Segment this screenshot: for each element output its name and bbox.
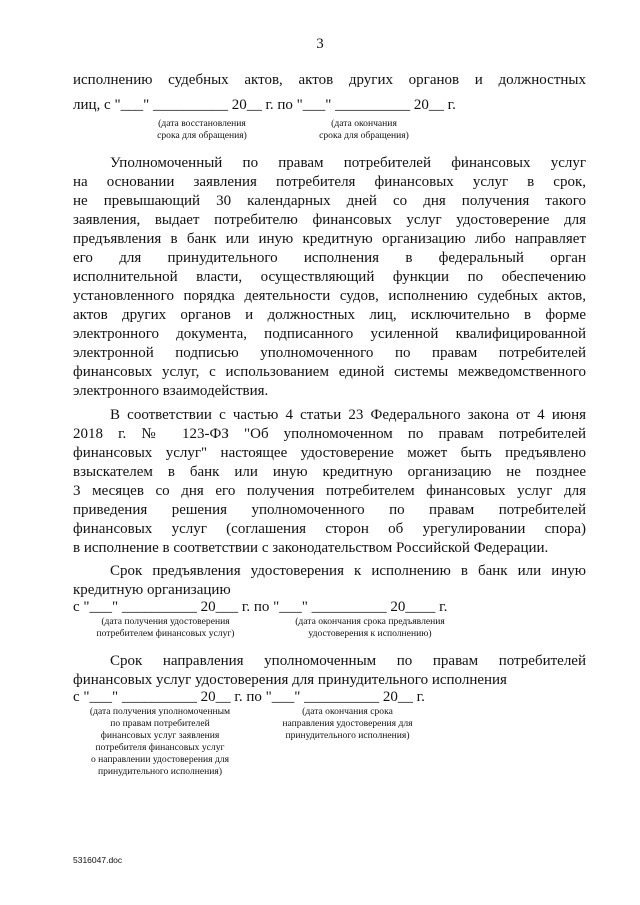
paragraph-line: Уполномоченный по правам потребителей финансовых услуг (110, 155, 586, 171)
paragraph-line: электронного взаимодействия. (73, 383, 269, 399)
caption-restore-date: (дата восстановления срока для обращения) (157, 118, 247, 141)
paragraph-line: В соответствии с частью 4 статьи 23 Федерального закона от 4 июня (110, 407, 586, 423)
paragraph-line: не превышающий 30 календарных дней со дня получения такого (73, 193, 586, 209)
paragraph-line: 3 месяцев со дня его получения потребителем финансовых услуг для (73, 483, 586, 499)
paragraph-line: электронной подписью уполномоченного по правам потребителей (73, 345, 586, 361)
text-line: Срок направления уполномоченным по правам потребителей (110, 653, 586, 669)
caption-end-date: (дата окончания срока для обращения) (319, 118, 409, 141)
text-line: исполнению судебных актов, актов других органов и должностных (73, 72, 586, 88)
page-number: 3 (316, 36, 324, 52)
paragraph-line: приведения решения уполномоченного по правам потребителей (73, 502, 586, 518)
caption-application-receipt-date: (дата получения уполномоченным по правам потребителей финансовых услуг заявления потребителя финансовых услуг о направлении удостоверения для принудительного исполнения) (89, 706, 231, 777)
paragraph-line: электронного документа, подписанного усиленной квалифицированной (73, 326, 586, 342)
paragraph-line: предъявления в банк или иную кредитную организацию либо направляет (73, 231, 586, 247)
caption-receipt-date: (дата получения удостоверения потребителем финансовых услуг) (96, 616, 235, 639)
paragraph-line: установленного порядка деятельности судов, исполнению судебных актов, (73, 288, 586, 304)
paragraph-line: финансовых услуг" настоящее удостоверение может быть предъявлено (73, 445, 586, 461)
paragraph-line: актов других органов и должностных лиц, исключительно в форме (73, 307, 586, 323)
document-footer-filename: 5316047.doc (73, 855, 123, 865)
paragraph-line: финансовых услуг, с использованием единой системы межведомственного (73, 364, 586, 380)
paragraph-line: заявления, выдает потребителю финансовых услуг удостоверение для (73, 212, 586, 228)
paragraph-line: в исполнение в соответствии с законодательством Российской Федерации. (73, 540, 549, 556)
paragraph-line: взыскателем в банк или иную кредитную организацию не позднее (73, 464, 586, 480)
caption-direction-end-date: (дата окончания срока направления удостоверения для принудительного исполнения) (282, 706, 413, 741)
text-line: финансовых услуг удостоверения для принудительного исполнения (73, 672, 507, 688)
paragraph-line: исполнительной власти, осуществляющий функции по обеспечению (73, 269, 586, 285)
text-line: Срок предъявления удостоверения к исполнению в банк или иную (110, 563, 586, 579)
paragraph-line: его для принудительного исполнения в федеральный орган (73, 250, 586, 266)
date-range-line: с "___" __________ 20__ г. по "___" __________ 20__ г. (73, 689, 425, 705)
date-range-line: с "___" __________ 20___ г. по "___" __________ 20____ г. (73, 599, 448, 615)
paragraph-line: на основании заявления потребителя финансовых услуг в срок, (73, 174, 586, 190)
paragraph-line: финансовых услуг (соглашения сторон об урегулировании спора) (73, 521, 586, 537)
date-range-line: лиц, с "___" __________ 20__ г. по "___" __________ 20__ г. (73, 97, 456, 113)
text-line: кредитную организацию (73, 582, 231, 598)
caption-presentation-end-date: (дата окончания срока предъявления удостоверения к исполнению) (295, 616, 445, 639)
paragraph-line: 2018 г. № 123-ФЗ "Об уполномоченном по правам потребителей (73, 426, 586, 442)
